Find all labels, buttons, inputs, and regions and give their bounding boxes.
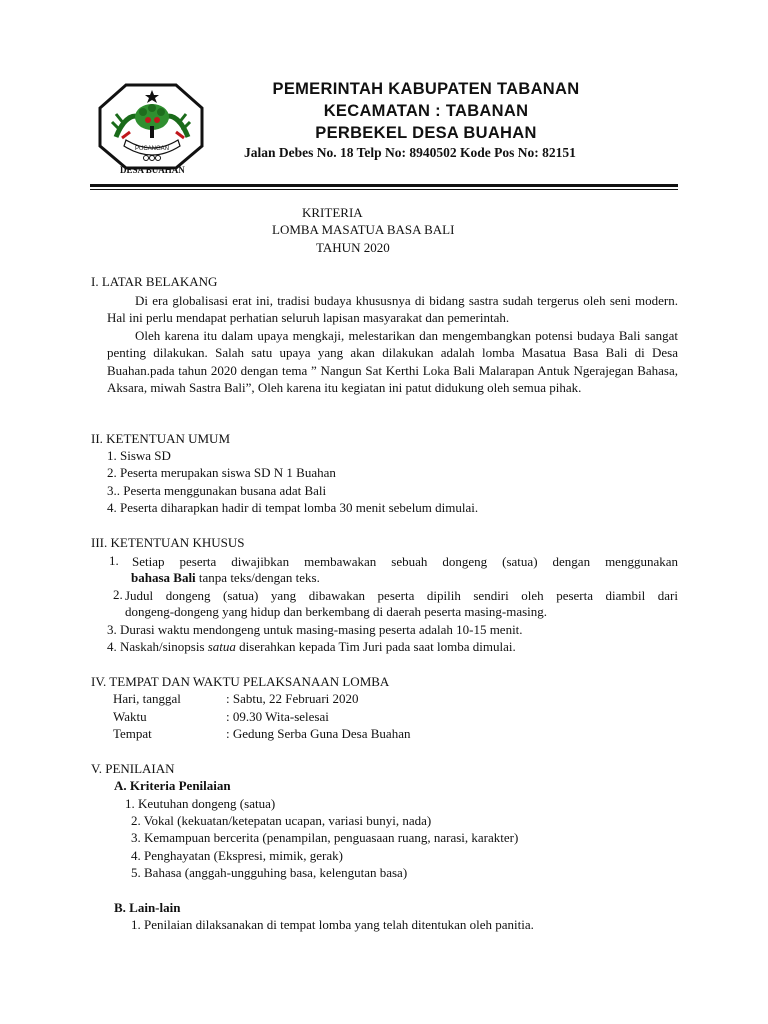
section-heading-ketentuan-umum: II. KETENTUAN UMUM <box>91 431 231 446</box>
list-item: 4. Peserta diharapkan hadir di tempat lomba 30 menit sebelum dimulai. <box>107 500 479 515</box>
list-item: 1. Penilaian dilaksanakan di tempat lomba yang telah ditentukan oleh panitia. <box>131 917 534 932</box>
list-item: 3. Kemampuan bercerita (penampilan, penguasaan ruang, narasi, karakter) <box>131 830 519 845</box>
list-item-text: Setiap peserta diwajibkan membawakan sebuah dongeng (satua) dengan menggunakan <box>132 554 678 569</box>
list-item: 2. Peserta merupakan siswa SD N 1 Buahan <box>107 465 336 480</box>
section-heading-penilaian: V. PENILAIAN <box>91 761 175 776</box>
letterhead-rule-thick <box>90 184 678 187</box>
list-item-number: 2. <box>113 587 123 602</box>
subheading-lain-lain: B. Lain-lain <box>114 900 181 915</box>
list-item: 3.. Peserta menggunakan busana adat Bali <box>107 483 327 498</box>
info-label: Hari, tanggal <box>113 691 181 706</box>
info-value: : 09.30 Wita-selesai <box>226 709 329 724</box>
list-item-text: diserahkan kepada Tim Juri pada saat lomba dimulai. <box>235 639 516 654</box>
info-label: Waktu <box>113 709 147 724</box>
italic-term: satua <box>207 639 236 654</box>
letterhead-line-1: PEMERINTAH KABUPATEN TABANAN <box>272 80 580 98</box>
list-item: 1. Siswa SD <box>107 448 171 463</box>
list-item-text: Judul dongeng (satua) yang dibawakan peserta dipilih sendiri oleh peserta diambil dari <box>125 588 678 603</box>
list-item-text: 4. Naskah/sinopsis <box>107 639 208 654</box>
info-value: : Gedung Serba Guna Desa Buahan <box>226 726 411 741</box>
letterhead-line-2: KECAMATAN : TABANAN <box>323 102 529 120</box>
list-item: 2. Vokal (kekuatan/ketepatan ucapan, variasi bunyi, nada) <box>131 813 432 828</box>
list-item: 4. Penghayatan (Ekspresi, mimik, gerak) <box>131 848 343 863</box>
letterhead-line-3: PERBEKEL DESA BUAHAN <box>315 124 537 142</box>
section-heading-ketentuan-khusus: III. KETENTUAN KHUSUS <box>91 535 245 550</box>
letterhead-rule-thin <box>90 189 678 190</box>
latar-belakang-paragraph-2: Oleh karena itu dalam upaya mengkaji, melestarikan dan mengembangkan potensi budaya Bali sangat penting dilakukan. Salah satu upaya yang akan dilakukan adalah lomba Masatua Basa Bali di Desa Buahan.pada tahun 2020 dengan tema ” Nangun Sat Kerthi Loka Bali Malarapan Antuk Ngerajegan Bahasa, Aksara, miwah Sastra Bali”, Oleh karena itu kegiatan ini patut didukung oleh semua pihak. <box>107 328 678 396</box>
list-item-number: 1. <box>109 553 119 568</box>
list-item: 5. Bahasa (anggah-ungguhing basa, kelengutan basa) <box>131 865 408 880</box>
list-item-continuation <box>131 570 320 586</box>
list-item <box>132 553 678 570</box>
section-heading-tempat-waktu: IV. TEMPAT DAN WAKTU PELAKSANAAN LOMBA <box>91 674 390 689</box>
list-item-continuation: dongeng-dongeng yang hidup dan berkembang di daerah peserta masing-masing. <box>125 604 548 619</box>
subheading-kriteria-penilaian: A. Kriteria Penilaian <box>114 778 231 793</box>
logo-ribbon-text: PUCANGAN <box>134 146 170 152</box>
list-item: 3. Durasi waktu mendongeng untuk masing-masing peserta adalah 10-15 menit. <box>107 622 523 637</box>
latar-belakang-paragraph-1: Di era globalisasi erat ini, tradisi budaya khususnya di bidang sastra sudah tergerus oleh seni modern. Hal ini perlu mendapat perhatian seluruh lapisan masyarakat dan pemerintah. <box>107 293 678 326</box>
list-item <box>107 639 516 655</box>
list-item: 1. Keutuhan dongeng (satua) <box>125 796 276 811</box>
title-line-1: KRITERIA <box>302 205 363 220</box>
info-label: Tempat <box>113 726 152 741</box>
info-value: : Sabtu, 22 Februari 2020 <box>226 691 359 706</box>
section-heading-latar-belakang: I. LATAR BELAKANG <box>91 274 218 289</box>
list-item <box>125 587 678 604</box>
bold-term: bahasa Bali <box>131 570 196 585</box>
list-item-text: tanpa teks/dengan teks. <box>195 570 320 585</box>
letterhead-address: Jalan Debes No. 18 Telp No: 8940502 Kode Pos No: 82151 <box>244 145 576 160</box>
title-line-2: LOMBA MASATUA BASA BALI <box>272 222 455 237</box>
logo-caption: DESA BUAHAN <box>120 165 185 175</box>
title-line-3: TAHUN 2020 <box>316 240 390 255</box>
